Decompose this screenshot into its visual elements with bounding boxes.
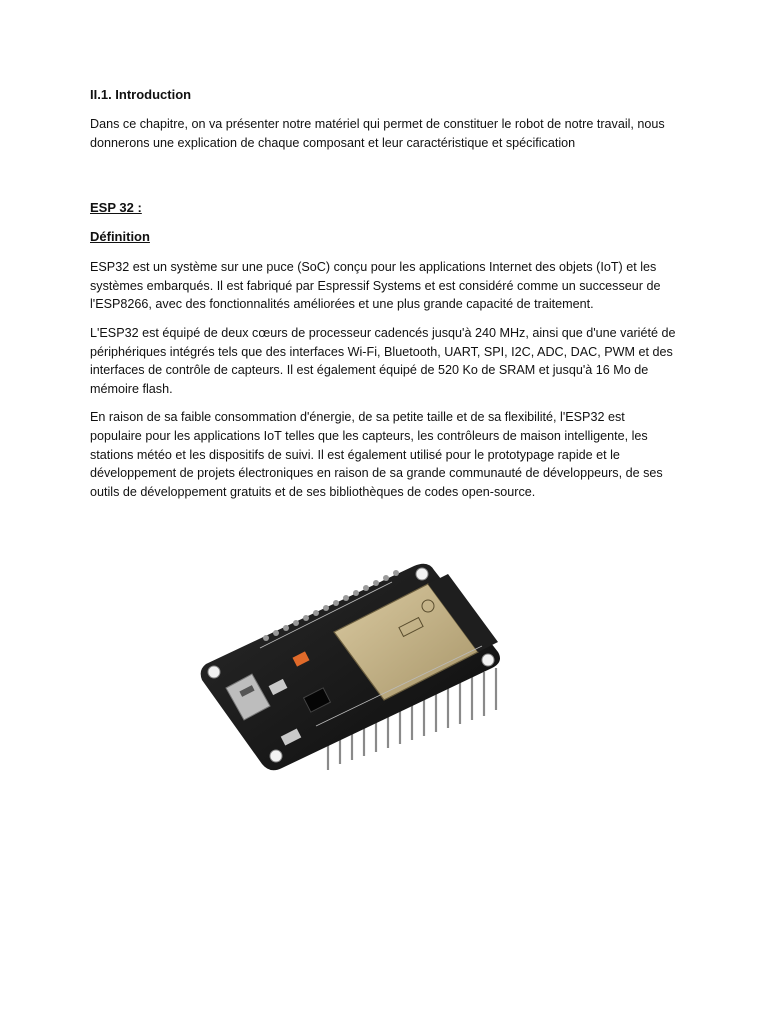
section-heading-introduction: II.1. Introduction <box>90 87 192 102</box>
subheading-definition: Définition <box>90 229 150 245</box>
paragraph-3: En raison de sa faible consommation d'énergie, de sa petite taille et de sa flexibilité, l'ESP32 est populaire pour les applications IoT telles que les capteurs, les contrôleurs de maison intelligente, les stations météo et les dispositifs de suivi. Il est également utilisé pour le prototypage rapide et le développement de projets électroniques en raison de sa grande communauté de développeurs, de ses outils de développement gratuits et de ses bibliothèques de codes open-source. <box>90 410 663 499</box>
section-heading-esp32: ESP 32 : <box>90 200 142 216</box>
paragraph-2: L'ESP32 est équipé de deux cœurs de processeur cadencés jusqu'à 240 MHz, ainsi que d'une variété de périphériques intégrés tels que des interfaces Wi-Fi, Bluetooth, UART, SPI, I2C, ADC, DAC, PWM et des interfaces de contrôle de capteurs. Il est également équipé de 520 Ko de SRAM et jusqu'à 16 Mo de mémoire flash. <box>90 325 676 396</box>
intro-paragraph: Dans ce chapitre, on va présenter notre matériel qui permet de constituer le robot de notre travail, nous donnerons une explication de chaque composant et leur caractéristique et spécification <box>90 117 665 150</box>
esp32-board-image <box>196 556 506 778</box>
paragraph-1: ESP32 est un système sur une puce (SoC) conçu pour les applications Internet des objets (IoT) et les systèmes embarqués. Il est fabriqué par Espressif Systems et est considéré comme un successeur de l'ESP8266, avec des fonctionnalités améliorées et une plus grande capacité de traitement. <box>90 260 661 312</box>
document-page <box>90 86 680 501</box>
